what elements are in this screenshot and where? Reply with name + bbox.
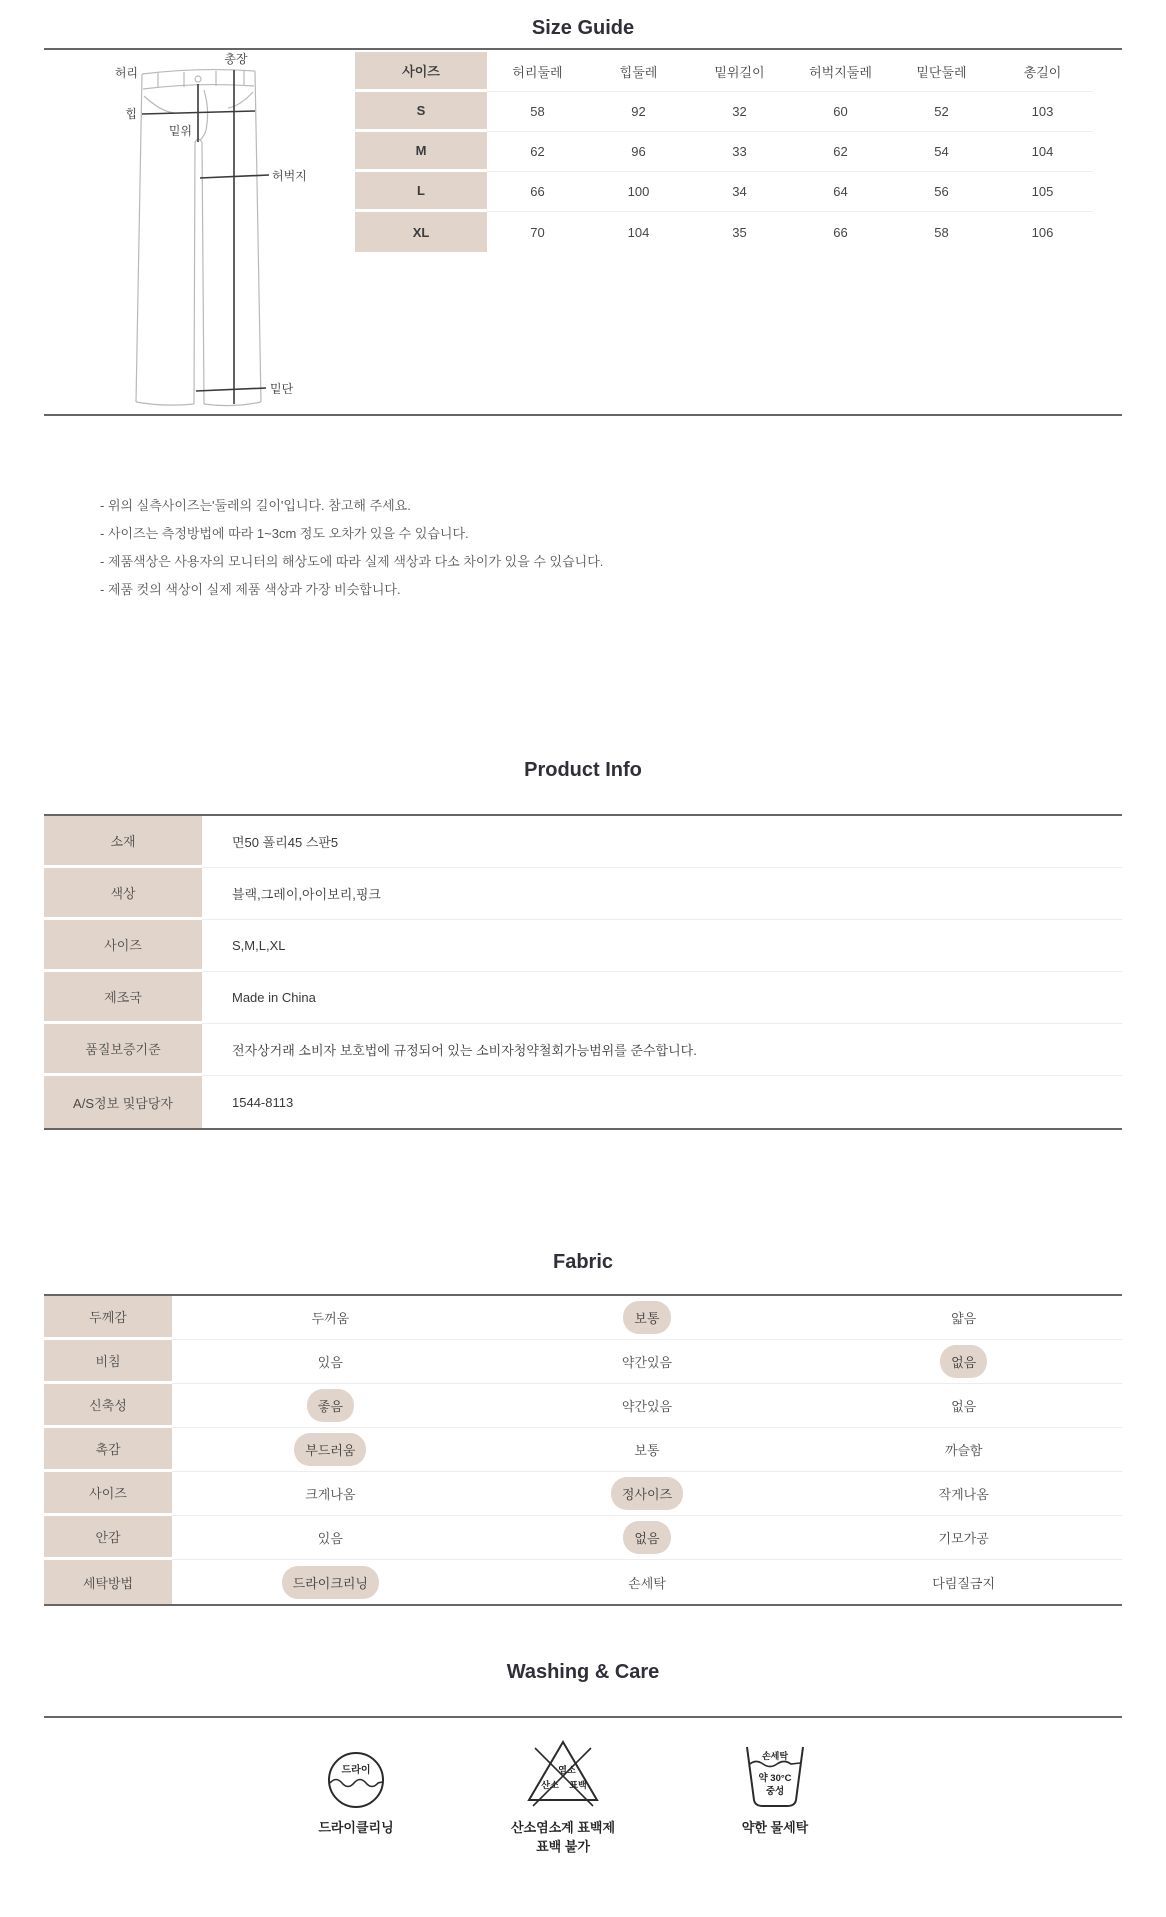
washing-care-icons [44,1718,1122,1898]
product-info-label: 색상 [44,868,202,920]
product-info-section [0,756,1166,1130]
fabric-option [489,1296,806,1340]
care-item-no-bleach [475,1744,651,1856]
diagram-label-hip: 힙 [125,107,137,121]
note-line: - 위의 실측사이즈는'둘레의 길이'입니다. 참고해 주세요. [100,498,411,513]
product-info-value: S,M,L,XL [202,920,1122,972]
hand-wash-icon [739,1744,811,1810]
washing-care-title: Washing & Care [506,1661,660,1683]
diagram-label-hem: 밑단 [270,382,294,396]
product-info-table [44,814,1122,1130]
size-table [355,52,1093,252]
measurement-cell: 96 [588,132,689,172]
care-label: 약한 물세탁 [741,1820,809,1835]
care-item-hand-wash [687,1744,863,1837]
size-table-row [355,132,1093,172]
measurement-cell: 104 [992,132,1093,172]
size-table-row [355,92,1093,132]
product-info-title: Product Info [524,759,642,781]
fabric-option [172,1560,489,1604]
product-info-value: 면50 폴리45 스판5 [202,816,1122,868]
product-info-label: 품질보증기준 [44,1024,202,1076]
care-label: 드라이클리닝 [318,1820,394,1835]
fabric-option [805,1340,1122,1384]
product-info-value: Made in China [202,972,1122,1024]
selected-option-pill: 보통 [623,1301,670,1334]
fabric-option: 손세탁 [628,1575,666,1591]
measurement-cell: 104 [627,224,650,240]
diagram-label-rise: 밑위 [168,124,192,138]
product-info-value: 1544-8113 [232,1094,294,1110]
product-info-value: 블랙,그레이,아이보리,핑크 [202,868,1122,920]
note-line: - 사이즈는 측정방법에 따라 1~3cm 정도 오차가 있을 수 있습니다. [100,526,469,541]
care-label-line2: 표백 불가 [536,1839,590,1854]
measurement-cell: 34 [689,172,790,212]
measurement-cell: 54 [891,132,992,172]
size-table-header: 허벅지둘레 [790,52,891,92]
fabric-option: 까슬함 [805,1428,1122,1472]
fabric-title: Fabric [552,1251,614,1273]
product-info-row [44,868,1122,920]
fabric-option: 없음 [805,1384,1122,1428]
fabric-option: 크게나옴 [172,1472,489,1516]
pants-measurement-diagram [58,50,328,416]
size-cell: S [355,92,487,132]
selected-option-pill: 정사이즈 [611,1477,683,1510]
fabric-option [489,1472,806,1516]
product-info-row [44,972,1122,1024]
size-table-header: 허리둘레 [487,52,588,92]
fabric-option [489,1516,806,1560]
measurement-cell: 66 [833,224,848,240]
hand-wash-icon-text: 손세탁 [761,1751,789,1761]
size-table-row [355,212,1093,252]
fabric-label: 신축성 [44,1384,172,1428]
measurement-cell: 92 [588,92,689,132]
measurement-cell: 105 [992,172,1093,212]
measurement-cell: 32 [689,92,790,132]
product-info-value: 전자상거래 소비자 보호법에 규정되어 있는 소비자청약철회가능범위를 준수합니다. [202,1024,1122,1076]
measurement-cell: 35 [732,224,747,240]
measurement-cell: 62 [487,132,588,172]
measurement-cell: 66 [487,172,588,212]
no-bleach-icon [521,1736,605,1810]
size-cell: L [355,172,487,212]
fabric-row [44,1296,1122,1340]
fabric-label: 촉감 [44,1428,172,1472]
fabric-option: 약간있음 [489,1384,806,1428]
measurement-cell: 33 [689,132,790,172]
product-info-row [44,1076,1122,1128]
measurement-cell: 64 [790,172,891,212]
fabric-option [172,1384,489,1428]
size-table-header-row [355,52,1093,92]
fabric-row [44,1384,1122,1428]
measurement-cell: 58 [487,92,588,132]
care-label: 산소염소계 표백제 [510,1820,616,1835]
wash-neutral-text: 중성 [765,1786,785,1797]
fabric-option: 얇음 [805,1296,1122,1340]
selected-option-pill: 없음 [623,1521,670,1554]
fabric-label: 비침 [44,1340,172,1384]
size-cell: XL [355,212,487,252]
measurement-cell: 56 [891,172,992,212]
fabric-option: 약간있음 [489,1340,806,1384]
selected-option-pill: 드라이크리닝 [282,1566,379,1599]
fabric-option: 보통 [489,1428,806,1472]
no-bleach-icon-text-bleach: 표백 [569,1780,587,1790]
size-cell: M [355,132,487,172]
product-info-row [44,816,1122,868]
fabric-option: 다림질금지 [932,1575,996,1591]
fabric-label: 세탁방법 [44,1560,172,1604]
note-line: - 제품 컷의 색상이 실제 제품 색상과 가장 비슷합니다. [100,582,401,597]
product-info-label: 소재 [44,816,202,868]
fabric-option: 작게나옴 [805,1472,1122,1516]
selected-option-pill: 좋음 [307,1389,354,1422]
fabric-option: 있음 [172,1340,489,1384]
measurement-cell: 58 [934,224,949,240]
measurement-cell: 103 [992,92,1093,132]
fabric-option [172,1428,489,1472]
no-bleach-icon-text-oxygen: 산소 [541,1780,559,1790]
size-guide-panel [44,48,1122,416]
measurement-cell: 106 [1031,224,1054,240]
washing-care-section [0,1658,1166,1898]
size-table-header: 사이즈 [355,52,487,92]
no-bleach-icon-text-chlorine: 염소 [558,1765,576,1775]
diagram-label-total-length: 총장 [224,52,248,66]
fabric-option: 기모가공 [805,1516,1122,1560]
product-info-label: 제조국 [44,972,202,1024]
fabric-option: 있음 [172,1516,489,1560]
fabric-row [44,1560,1122,1604]
measurement-cell: 52 [891,92,992,132]
product-info-label: A/S정보 및담당자 [44,1076,202,1128]
measurement-cell: 100 [588,172,689,212]
size-table-header: 밑위길이 [689,52,790,92]
size-guide-section [0,0,1166,604]
fabric-row [44,1428,1122,1472]
fabric-label: 두께감 [44,1296,172,1340]
care-item-dry-clean [268,1744,444,1837]
diagram-label-waist: 허리 [114,66,138,80]
note-line: - 제품색상은 사용자의 모니터의 해상도에 따라 실제 색상과 다소 차이가 있을 수 있습니다. [100,554,604,569]
fabric-row [44,1340,1122,1384]
dry-clean-icon-text: 드라이 [341,1765,371,1776]
wash-temp-text: 약 30°C [758,1773,792,1784]
dry-clean-icon [326,1750,386,1810]
size-table-header: 밑단둘레 [891,52,992,92]
product-info-row [44,1024,1122,1076]
fabric-label: 안감 [44,1516,172,1560]
measurement-cell: 70 [530,224,545,240]
selected-option-pill: 부드러움 [294,1433,366,1466]
size-table-header: 총길이 [992,52,1093,92]
product-info-label: 사이즈 [44,920,202,972]
size-guide-notes [100,492,1166,604]
fabric-row [44,1472,1122,1516]
size-table-header: 힙둘레 [588,52,689,92]
fabric-option: 두꺼움 [172,1296,489,1340]
product-info-row [44,920,1122,972]
fabric-section [0,1248,1166,1606]
fabric-label: 사이즈 [44,1472,172,1516]
size-guide-title: Size Guide [531,17,635,39]
measurement-cell: 60 [790,92,891,132]
selected-option-pill: 없음 [940,1345,987,1378]
fabric-row [44,1516,1122,1560]
fabric-table [44,1294,1122,1606]
measurement-cell: 62 [790,132,891,172]
size-table-row [355,172,1093,212]
diagram-label-thigh: 허벅지 [272,169,307,183]
